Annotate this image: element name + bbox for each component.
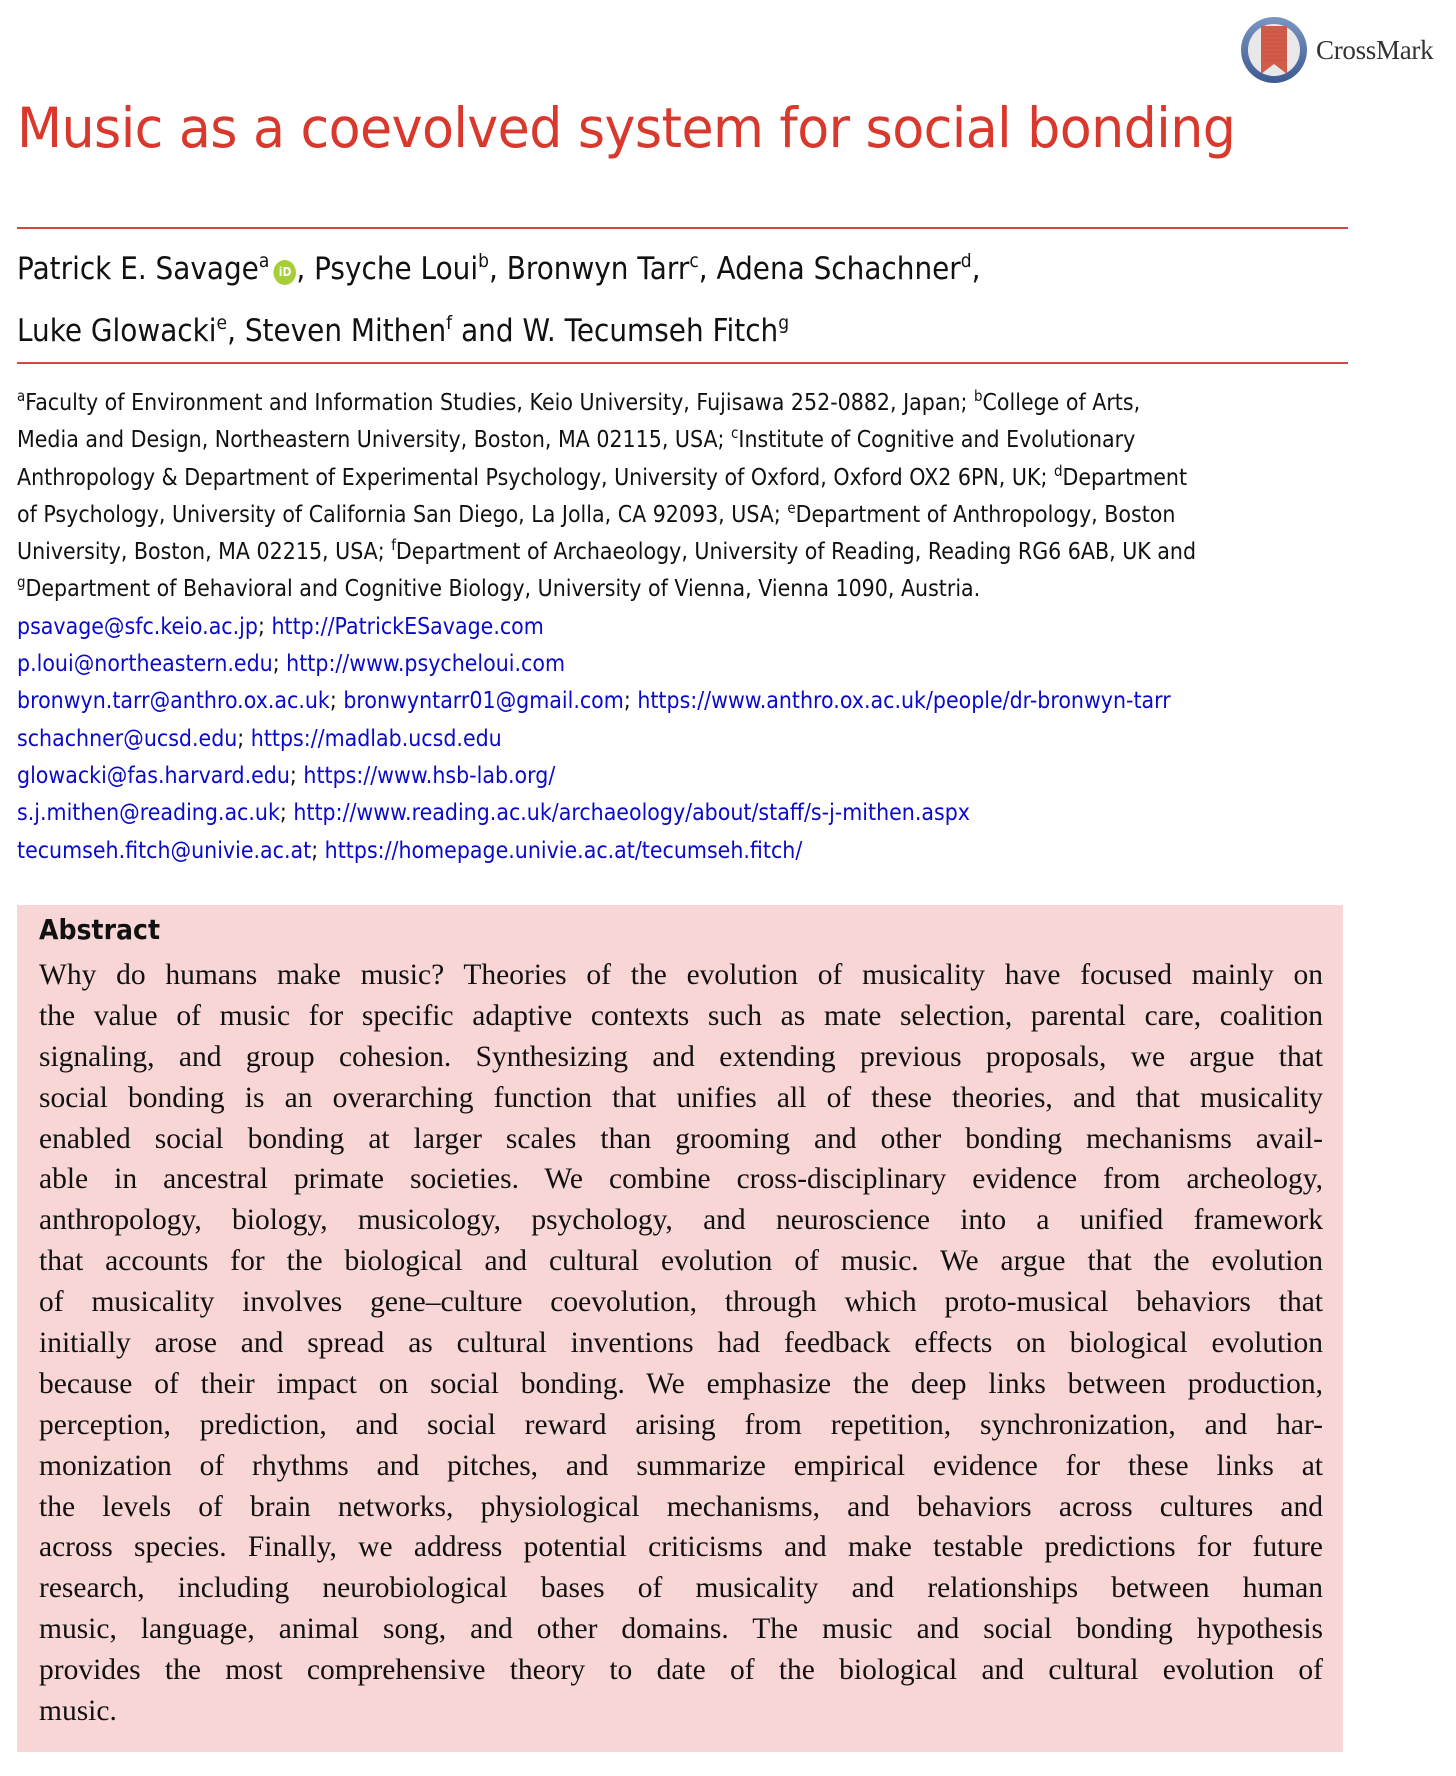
author-name: Adena Schachner: [716, 251, 961, 287]
affiliation-text: Department of Archaeology, University of Reading, Reading RG6 6AB, UK and: [395, 539, 1197, 566]
abstract-line: across species. Finally, we address potential criticisms and make testable predictions for future: [39, 1531, 1323, 1564]
affiliation-line: [17, 534, 1208, 571]
affiliation-mark: g: [17, 573, 26, 592]
title-divider: [17, 227, 1348, 229]
author-name: Luke Glowacki: [17, 313, 217, 349]
paper-title: Music as a coevolved system for social bonding: [17, 96, 1236, 160]
author-line-2: Luke Glowacki$^e$, Steven Mithen$^f$ and W. Tecumseh Fitch$^g$: [17, 312, 790, 349]
affiliation-mark: e: [787, 498, 796, 517]
abstract-line: research, including neurobiological bases of musicality and relationships between human: [39, 1572, 1323, 1605]
affiliation-line: [17, 460, 1208, 497]
website-link[interactable]: https://homepage.univie.ac.at/tecumseh.fitch/: [324, 837, 803, 864]
abstract-line: provides the most comprehensive theory to date of the biological and cultural evolution of: [39, 1654, 1323, 1687]
email-link[interactable]: psavage@sfc.keio.ac.jp: [17, 613, 258, 640]
affiliation-text: Department of Anthropology, Boston: [795, 501, 1176, 528]
author-name: Patrick E. Savage: [17, 251, 259, 287]
contact-line: [17, 721, 1208, 758]
author-affiliation-mark: b: [478, 250, 489, 272]
separator: ;: [623, 688, 638, 715]
website-link[interactable]: http://PatrickESavage.com: [271, 613, 544, 640]
affiliation-line: [17, 571, 1208, 608]
author-name: Steven Mithen: [244, 313, 447, 349]
abstract-line: enabled social bonding at larger scales than grooming and other bonding mechanisms avail-: [39, 1122, 1323, 1155]
abstract-heading: Abstract: [39, 913, 161, 946]
author-affiliation-mark: a: [258, 250, 270, 272]
crossmark-ribbon-icon: [1238, 14, 1310, 86]
email-link[interactable]: p.loui@northeastern.edu: [17, 651, 273, 678]
affiliations-list: [17, 385, 1348, 609]
abstract-line: anthropology, biology, musicology, psychology, and neuroscience into a unified framework: [39, 1204, 1323, 1237]
contact-line: [17, 833, 1208, 870]
abstract-line: able in ancestral primate societies. We combine cross-disciplinary evidence from archeology,: [39, 1163, 1323, 1196]
separator: ;: [272, 651, 287, 678]
separator: ;: [257, 613, 272, 640]
affiliation-mark: c: [731, 424, 739, 443]
author-name: Psyche Loui: [314, 251, 479, 287]
email-link[interactable]: schachner@ucsd.edu: [17, 725, 238, 752]
website-link[interactable]: https://madlab.ucsd.edu: [250, 725, 502, 752]
author-affiliation-mark: d: [960, 250, 972, 272]
abstract-line: because of their impact on social bonding. We emphasize the deep links between production,: [39, 1367, 1323, 1400]
crossmark-badge[interactable]: [1238, 10, 1433, 90]
email-link[interactable]: bronwyn.tarr@anthro.ox.ac.uk: [17, 688, 330, 715]
abstract-line: the levels of brain networks, physiological mechanisms, and behaviors across cultures and: [39, 1490, 1323, 1523]
abstract-line: perception, prediction, and social reward arising from repetition, synchronization, and har-: [39, 1408, 1323, 1441]
abstract-line: signaling, and group cohesion. Synthesizing and extending previous proposals, we argue that: [39, 1040, 1323, 1073]
website-link[interactable]: https://www.hsb-lab.org/: [303, 762, 556, 789]
orcid-icon[interactable]: iD: [274, 260, 297, 285]
affiliations-block: [17, 385, 1348, 870]
abstract-box: [17, 905, 1343, 1752]
authors-divider: [17, 362, 1348, 364]
website-link[interactable]: https://www.anthro.ox.ac.uk/people/dr-bronwyn-tarr: [637, 688, 1171, 715]
separator: ;: [329, 688, 344, 715]
affiliation-text: of Psychology, University of California San Diego, La Jolla, CA 92093, USA;: [17, 501, 788, 528]
contact-line: [17, 758, 1208, 795]
abstract-line: the value of music for specific adaptive contexts such as mate selection, parental care, coalition: [39, 999, 1323, 1032]
affiliation-mark: d: [1053, 461, 1063, 480]
affiliation-mark: a: [17, 387, 26, 405]
contact-line: [17, 795, 1208, 832]
contact-line: [17, 646, 1208, 683]
affiliation-text: Institute of Cognitive and Evolutionary: [738, 427, 1136, 454]
author-line-1: Patrick E. Savage$^a$ iD , Psyche Loui$^b$, Bronwyn Tarr$^c$, Adena Schachner$^d$,: [17, 250, 981, 287]
contact-line: [17, 683, 1208, 720]
abstract-line: Why do humans make music? Theories of the evolution of musicality have focused mainly on: [39, 959, 1323, 991]
author-affiliation-mark: e: [216, 312, 228, 334]
author-affiliation-mark: c: [689, 250, 699, 272]
abstract-line: monization of rhythms and pitches, and summarize empirical evidence for these links at: [39, 1449, 1323, 1482]
separator: ;: [289, 762, 304, 789]
separator: ;: [279, 800, 294, 827]
affiliation-mark: b: [974, 387, 983, 405]
author-affiliation-mark: f: [446, 312, 453, 334]
affiliation-text: University, Boston, MA 02215, USA;: [17, 539, 392, 566]
abstract-text: [39, 955, 1323, 1732]
author-name: Bronwyn Tarr: [506, 251, 690, 287]
affiliation-line: [17, 385, 1208, 422]
author-affiliation-mark: g: [778, 312, 790, 334]
affiliation-line: [17, 497, 1208, 534]
affiliation-text: Media and Design, Northeastern University, Boston, MA 02115, USA;: [17, 427, 732, 454]
abstract-line: social bonding is an overarching function that unifies all of these theories, and that musicality: [39, 1081, 1323, 1114]
abstract-line: of musicality involves gene–culture coevolution, through which proto-musical behaviors that: [39, 1286, 1323, 1319]
crossmark-label: CrossMark: [1316, 34, 1434, 65]
affiliation-text: Department: [1062, 464, 1188, 491]
affiliation-line: [17, 422, 1208, 459]
email-link[interactable]: bronwyntarr01@gmail.com: [343, 688, 624, 715]
author-list: [17, 238, 1223, 362]
affiliation-mark: f: [391, 536, 396, 555]
abstract-line: music, language, animal song, and other domains. The music and social bonding hypothesis: [39, 1613, 1323, 1646]
separator: ;: [311, 837, 325, 864]
affiliation-text: Faculty of Environment and Information Studies, Keio University, Fujisawa 252-0882, Japan;: [25, 390, 975, 416]
website-link[interactable]: http://www.reading.ac.uk/archaeology/about/staff/s-j-mithen.aspx: [293, 800, 970, 827]
author-name: W. Tecumseh Fitch: [522, 313, 779, 349]
abstract-line: initially arose and spread as cultural inventions had feedback effects on biological evolution: [39, 1327, 1323, 1360]
affiliation-text: College of Arts,: [982, 390, 1141, 416]
email-link[interactable]: tecumseh.fitch@univie.ac.at: [17, 837, 312, 864]
affiliation-text: Anthropology & Department of Experimental Psychology, University of Oxford, Oxford OX2 6PN, UK;: [17, 464, 1054, 491]
separator: ;: [237, 725, 251, 752]
email-link[interactable]: s.j.mithen@reading.ac.uk: [17, 800, 280, 827]
website-link[interactable]: http://www.psycheloui.com: [286, 651, 566, 678]
abstract-line: that accounts for the biological and cultural evolution of music. We argue that the evolution: [39, 1245, 1323, 1278]
email-link[interactable]: glowacki@fas.harvard.edu: [17, 762, 290, 789]
contact-list: [17, 609, 1348, 870]
contact-line: [17, 609, 1208, 646]
abstract-line: music.: [39, 1695, 117, 1728]
affiliation-text: Department of Behavioral and Cognitive Biology, University of Vienna, Vienna 1090, Austria.: [25, 576, 981, 603]
author-conjunction: and: [461, 313, 514, 349]
